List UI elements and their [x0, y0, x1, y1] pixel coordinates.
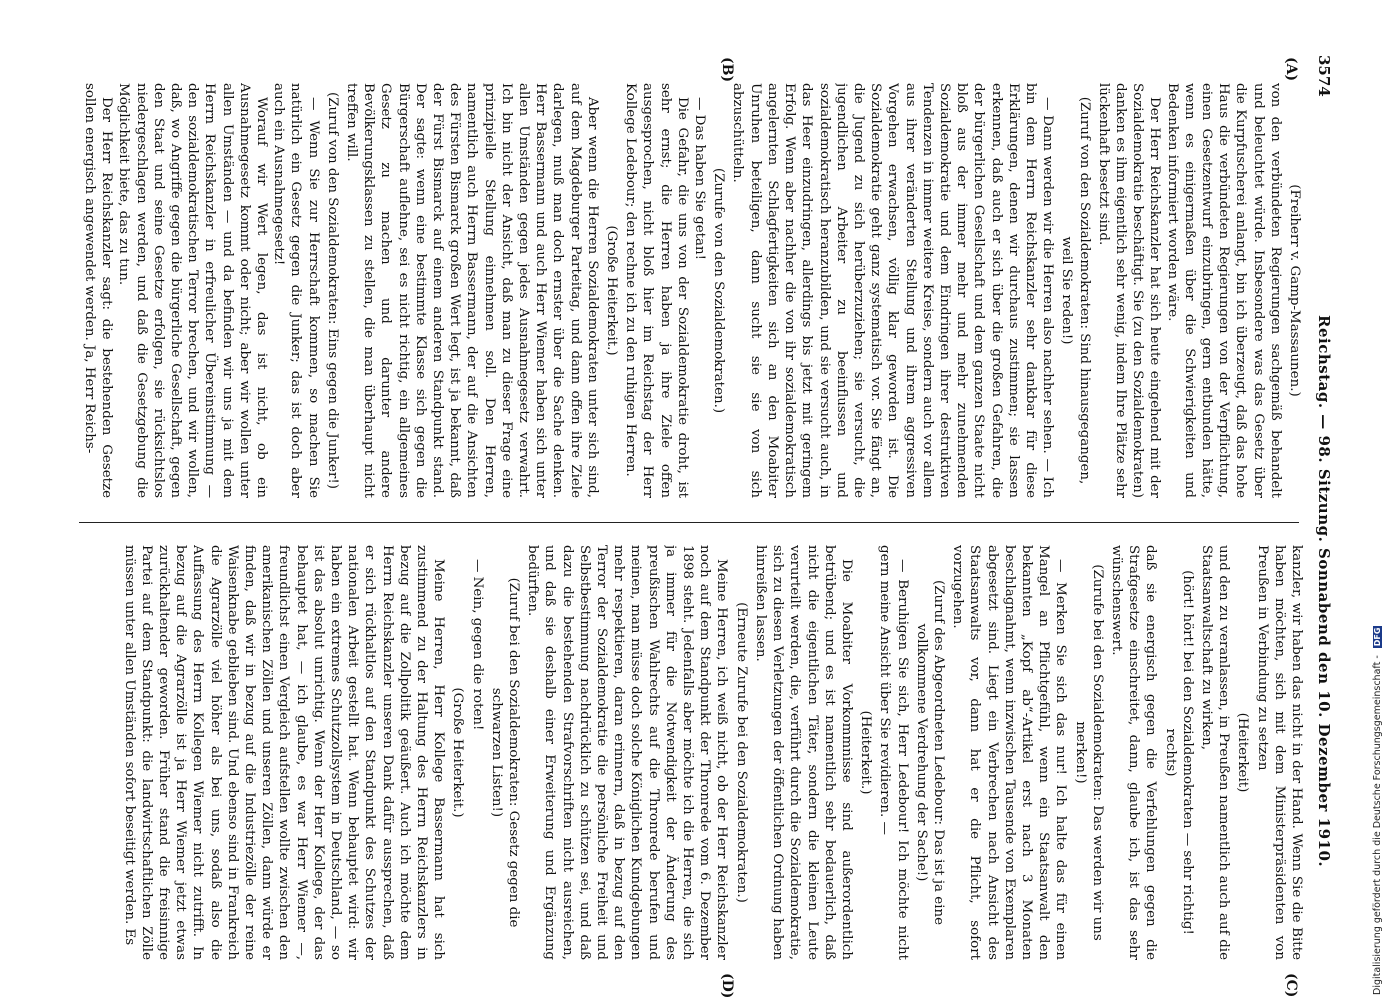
paragraph: von den verbündeten Regierungen sachgemäß behandelt und beleuchtet würde. Insbesondere was das Gesetz über die Kurpfuscherei anlangt, bin ich überzeugt, daß das hohe Haus die verbündeten Regierungen von der Verpflichtung, einen Gesetzentwurf einzubringen, gern entbunden hätte, wenn es einigermaßen über die Schwierigkeiten und Bedenken informiert worden wäre.	[1164, 83, 1283, 498]
interjection: (Zuruf bei den Sozialdemokraten: Gesetz gegen die schwarzen Listen!)	[488, 577, 522, 928]
paragraph: — Dann werden wir die Herren also nachher sehen. — Ich bin dem Herrn Reichskanzler sehr dankbar für diese Erklärungen, denen wir durchaus zustimmen; sie lassen erkennen, daß auch er sich über die großen Gefahren, die der bürgerlichen Gesellschaft und dem ganzen Staate nicht bloß aus der immer mehr und mehr zunehmenden Sozialdemokratie und dem Eindringen ihrer destruktiven Tendenzen in immer weitere Kreise, sondern auch vor allem aus ihrer veränderten Stellung und ihrem aggressiven Vorgehen erwachsen, völlig klar geworden ist. Die Sozialdemokratie geht ganz systematisch vor. Sie fängt an, die Jugend zu sich herüberzuziehen; sie versucht, die jugendlichen Arbeiter zu beeinflussen und sozialdemokratisch heranzubilden, und sie versucht auch, in das Heer einzudringen, allerdings bis jetzt mit geringem Erfolg. Wenn aber nachher die von ihr sozialdemokratisch angelernten Schlagfertigkeiten sich an den Moabiter Unruhen beteiligen, dann sucht sie sie von sich abzuschütteln.	[730, 83, 1056, 498]
rotated-page	[65, 55, 1335, 999]
interjection: (Heiterkeit)	[1235, 712, 1251, 793]
left-column-body	[81, 83, 1284, 498]
paragraph: Meine Herren, ich weiß nicht, ob der Herr Reichskanzler noch auf dem Standpunkt der Thronrede vom 6. Dezember 1898 steht. Jedenfalls aber möchte ich die Herren, die sich ja immer für die Notwendigkeit der Änderung des preußischen Wahlrechts auf die Thronrede berufen und meinen, man müsse doch solche Königlichen Kundgebungen mehr respektieren, daran erinnern, daß in bezug auf den Terror der Sozialdemokratie die persönliche Freiheit und Selbstbestimmung nachdrücklich zu schützen sei, und daß dazu die bestehenden Strafvorschriften nicht ausreichen, und daß sie deshalb einer Erweiterung und Ergänzung bedürften.	[525, 545, 730, 960]
paragraph: — Merken Sie sich das nur! Ich halte das für einen Mangel an Pflichtgefühl, wenn ein Staatsanwalt den bekannten „Kopf ab“-Artikel erst nach 3 Monaten beschlagnahmt, wenn inzwischen Tausende von Exemplaren abgesetzt sind. Liegt ein Verbrechen nach Ansicht des Staatsanwalts vor, dann hat er die Pflicht, sofort vorzugehen.	[950, 545, 1069, 960]
margin-mark-c: (C)	[1283, 973, 1299, 998]
page-title: Reichstag. — 98. Sitzung. Sonnabend den 10. Dezember 1910.	[1315, 315, 1333, 868]
margin-mark-b: (B)	[719, 57, 735, 83]
dfg-logo-icon: DFG	[1373, 627, 1382, 647]
interjection: (Zuruf von den Sozialdemokraten: Eins gegen die Junker!)	[324, 92, 340, 489]
paragraph: daß sie energisch gegen die Verfehlungen gegen die Strafgesetze einschreitet, dann, glaube ich, ist das sehr wünschenswert.	[1108, 545, 1159, 960]
paragraph: Die Moabiter Vorkommnisse sind außerordentlich betrübend; und es ist namentlich sehr bedauerlich, daß nicht die eigentlichen Täter, sondern die kleinen Leute verurteilt werden, die, verführt durch die Sozialdemokratie, sich zu diesen Verletzungen der öffentlichen Ordnung haben hinreißen lassen.	[752, 545, 854, 960]
paragraph: Der Herr Reichskanzler hat sich heute eingehend mit der Sozialdemokratie beschäftigt. Sie (zu den Sozialdemokraten) danken es ihm eigentlich sehr wenig, indem Ihre Plätze sehr lückenhaft besetzt sind.	[1095, 83, 1163, 498]
left-column	[75, 83, 1305, 498]
paragraph: Worauf wir Wert legen, das ist nicht, ob ein Ausnahmegesetz kommt oder nicht; aber wir wollen unter allen Umständen — und da befinden wir uns ja mit dem Herrn Reichskanzler in erfreulicher Übereinstimmung — den sozialdemokratischen Terror brechen, und wir wollen, daß, wo Angriffe gegen die bürgerliche Gesellschaft, gegen den Staat und seine Gesetze erfolgen, sie rücksichtslos niedergeschlagen werden, und daß die Gesetzgebung die Möglichkeit biete, das zu tun.	[116, 83, 270, 498]
margin-mark-d: (D)	[719, 973, 735, 999]
digitization-credit	[1372, 626, 1383, 995]
speaker-line: (Freiherr v. Gamp-Massaunen.)	[1287, 184, 1302, 397]
paragraph: — Nein, gegen die roten!	[469, 559, 485, 731]
column-divider	[79, 522, 1299, 523]
paragraph: — Wenn Sie zur Herrschaft kommen, so machen Sie natürlich ein Gesetz gegen die Junker; das ist doch aber auch ein Ausnahmegesetz!	[271, 83, 321, 498]
interjection: (hört! hört! bei den Sozialdemokraten — sehr richtig! rechts)	[1162, 570, 1195, 935]
right-column	[75, 545, 1305, 960]
paragraph: Aber wenn die Herren Sozialdemokraten unter sich sind, auf dem Magdeburger Parteitag, und dann offen ihre Ziele darlegen, muß man doch ernster über die Sache denken. Herr Bassermann und auch Herr Wiemer haben sich unter allen Umständen gegen jedes Ausnahmegesetz verwahrt. Ich bin nicht der Ansicht, daß man zu dieser Frage eine prinzipielle Stellung einnehmen soll. Den Herren, namentlich auch Herrn Bassermann, der auf die Ansichten des Fürsten Bismarck großen Wert legt, ist ja bekannt, daß der Fürst Bismarck auf einem anderen Standpunkt stand. Der sagte: wenn eine bestimmte Klasse sich gegen die Bürgerschaft auflehne, sei es nicht richtig, ein allgemeines Gesetz zu machen und darunter andere Bevölkerungsklassen zu stellen, die man überhaupt nicht treffen will.	[344, 83, 600, 498]
paragraph: Meine Herren, Herr Kollege Bassermann hat sich zustimmend zu der Haltung des Herrn Reichskanzlers in bezug auf die Zollpolitik geäußert. Auch ich möchte dem Herrn Reichskanzler unseren Dank dafür aussprechen, daß er sich rückhaltlos auf den Standpunkt des Schutzes der nationalen Arbeit gestellt hat. Wenn behauptet wird: wir haben ein extremes Schutzzollsystem in Deutschland, — so ist das absolut unrichtig. Wenn der Herr Kollege, der das behauptet hat, — ich glaube, es war Herr Wiemer —, freundlichst einen Vergleich aufstellen wollte zwischen den amerikanischen Zöllen und unseren Zöllen, dann würde er finden, daß wir in bezug auf die Industriezölle der reine Waisenknabe geblieben sind. Und ebenso sind in Frankreich die Agrarzölle viel höher als bei uns, sodaß also die Auffassung des Herrn Kollegen Wiemer nicht zutrifft. In bezug auf die Agrarzölle ist ja Herr Wiemer jetzt etwas zurückhaltender geworden. Früher stand die freisinnige Partei auf dem Standpunkt: die landwirtschaftlichen Zölle müssen unter allen Umständen sofort beseitigt werden. Es	[121, 545, 447, 960]
page-header	[1309, 55, 1335, 995]
interjection: (Zurufe bei den Sozialdemokraten: Das werden wir uns merken!)	[1072, 564, 1105, 941]
paragraph: — Beruhigen Sie sich, Herr Ledebour! Ich möchte nicht gern meine Ansicht über Sie revidieren. —	[877, 545, 910, 960]
interjection: (Zurufe von den Sozialdemokraten.)	[711, 167, 727, 414]
paragraph: Der Herr Reichskanzler sagt: die bestehenden Gesetze sollen energisch angewendet werden. Ja, Herr Reichs-	[81, 83, 115, 498]
paragraph: und den zu veranlassen, in Preußen namentlich auch auf die Staatsanwaltschaft zu wirken,	[1198, 545, 1232, 960]
credit-text: Digitalisierung gefördert durch die Deutsche Forschungsgemeinschaft -	[1372, 655, 1383, 995]
paragraph: Die Gefahr, die uns von der Sozialdemokratie droht, ist sehr ernst; die Herren haben ja ihre Ziele offen ausgesprochen, nicht bloß hier im Reichstag der Herr Kollege Ledebour; den rechne ich zu den ruhigen Herren.	[623, 83, 690, 498]
page-number: 3574	[1315, 55, 1333, 97]
interjection: (Zuruf des Abgeordneten Ledebour: Das ist ja eine vollkommene Verdrehung der Sache!)	[913, 579, 946, 926]
interjection: (Erneute Zurufe bei den Sozialdemokraten.)	[733, 602, 749, 903]
paragraph: kanzler, wir haben das nicht in der Hand. Wenn Sie die Bitte haben möchten, sich mit dem Ministerpräsidenten von Preußen in Verbindung zu setzen	[1254, 545, 1304, 960]
interjection: (Große Heiterkeit.)	[450, 687, 466, 818]
interjection: (Heiterkeit.)	[858, 710, 874, 795]
right-column-body	[120, 545, 1305, 960]
interjection: (Zuruf von den Sozialdemokraten: Sind hinausgegangen, weil Sie reden!)	[1059, 96, 1092, 485]
interjection: (Große Heiterkeit.)	[604, 225, 620, 356]
paragraph: — Das haben Sie getan!	[692, 97, 708, 260]
margin-mark-a: (A)	[1283, 57, 1299, 82]
